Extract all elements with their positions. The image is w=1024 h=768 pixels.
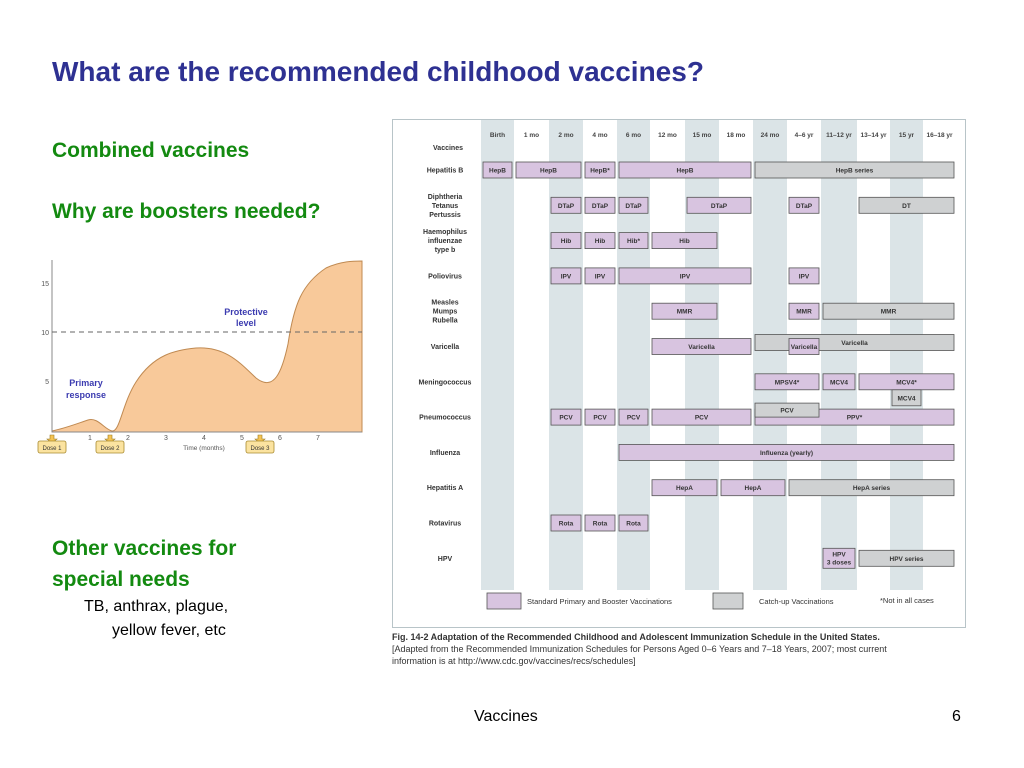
legend-primary-swatch [487,593,521,609]
x-axis-label: Time (months) [183,445,225,452]
age-header: 24 mo [760,132,780,139]
bar-label: Hib [679,238,690,246]
bar-label: HepA [744,485,762,493]
bar-label: DTaP [557,202,575,210]
x-tick: 7 [316,435,320,442]
x-tick: 2 [126,435,130,442]
age-column-shade [821,120,857,590]
bar-label: PCV [559,414,573,422]
y-tick: 15 [41,281,49,288]
bar-label: 3 doses [826,559,852,567]
age-header: 18 mo [726,132,746,139]
other-vaccines-examples-line1: TB, anthrax, plague, [84,598,229,615]
x-tick: 5 [240,435,244,442]
vaccine-name: Influenza [429,449,461,457]
boosters-heading: Why are boosters needed? [52,200,321,223]
bar-label: Rota [626,520,641,528]
age-header: 4 mo [592,132,608,139]
bar-label: MPSV4* [774,379,800,387]
vaccine-name: Tetanus [431,202,459,210]
bar-label: DT [902,202,911,210]
bar-label: Varicella [790,344,818,351]
page-number: 6 [952,708,961,725]
footer-title: Vaccines [474,708,538,725]
bar-label: Varicella [841,340,868,347]
bar-label: HepB [540,167,557,175]
y-tick: 10 [41,330,49,337]
caption-line3: information is at http://www.cdc.gov/vaccines/recs/schedules] [392,656,636,666]
bar-label: PCV [626,414,641,422]
bar-label: Rota [558,520,574,528]
age-header: Birth [489,132,506,139]
bar-label: DTaP [625,202,642,210]
age-column-shade [753,120,787,590]
bar-label: HPV [832,551,846,559]
bar-label: DTaP [710,202,728,210]
x-tick: 6 [278,435,282,442]
figure-caption [392,631,992,667]
svg-text:Dose 1: Dose 1 [42,446,62,452]
vaccine-name: HPV [437,555,453,563]
booster-response-graph [36,254,370,460]
caption-title: Fig. 14-2 Adaptation of the Recommended Childhood and Adolescent Immunization Schedule in the United States. [392,632,880,642]
age-header: 1 mo [523,132,540,139]
legend-primary-label: Standard Primary and Booster Vaccinations [527,597,672,606]
other-vaccines-heading-line1: Other vaccines for [52,537,237,560]
vaccine-name: Haemophilus [423,229,467,237]
bar-label: MMR [796,308,812,316]
immunization-schedule-frame [392,119,966,628]
bar-label: DTaP [795,202,813,210]
combined-vaccines-heading: Combined vaccines [52,139,250,162]
vaccine-name: Measles [431,299,459,307]
bar-label: MCV4 [897,395,916,403]
bar-label: Rota [592,520,608,528]
age-header: 15 yr [898,132,915,139]
age-header: 12 mo [658,132,677,139]
other-vaccines-examples-line2: yellow fever, etc [112,622,226,639]
vaccine-name: Hepatitis B [426,167,464,175]
x-tick: 1 [88,435,92,442]
vaccines-header: Vaccines [433,145,463,152]
bar-label: HepB series [835,167,874,175]
age-header: 13–14 yr [860,132,887,139]
vaccine-name: Meningococcus [418,379,472,387]
bar-label: HPV series [889,555,924,563]
legend-catchup-label: Catch-up Vaccinations [759,597,834,606]
bar-label: HepA [676,485,693,493]
bar-label: MMR [676,308,693,316]
bar-label: Varicella [688,344,715,351]
age-header: 4–6 yr [794,132,814,139]
bar-label: HepB [489,167,506,175]
bar-label: PCV [780,407,794,415]
dose-2-marker [96,435,124,453]
bar-label: Hib [594,238,606,246]
bar-label: Influenza (yearly) [759,449,814,457]
immunization-schedule [393,120,965,627]
vaccine-name: Rotavirus [428,520,462,528]
vaccine-name: Mumps [432,308,458,316]
dose-1-marker [38,435,66,453]
bar-label: Hib [560,238,572,246]
age-header: 6 mo [625,132,642,139]
bar-label: HepA series [852,485,891,493]
bar-label: HepB* [590,167,610,175]
svg-text:Dose 2: Dose 2 [100,446,120,452]
protective-label: Protective [224,307,268,317]
caption-line2: [Adapted from the Recommended Immunization Schedules for Persons Aged 0–6 Years and 7–18 Years, 2007; most current [392,644,887,654]
protective-label: level [235,318,257,328]
age-column-shade [890,120,923,590]
vaccine-name: Pertussis [429,211,461,219]
bar-label: MMR [880,308,897,316]
primary-response-label: Primary [69,378,103,388]
bar-label: HepB [676,167,694,175]
dose-3-marker [246,435,274,453]
age-header: 15 mo [692,132,712,139]
vaccine-name: type b [434,247,456,255]
bar-label: IPV [798,273,810,281]
bar-label: IPV [594,273,606,281]
bar-label: PCV [593,414,607,422]
x-tick: 3 [164,435,168,442]
svg-text:Dose 3: Dose 3 [250,446,270,452]
age-header: 11–12 yr [826,132,852,139]
bar-label: IPV [679,273,691,281]
bar-label: MCV4* [896,379,917,387]
vaccine-name: Hepatitis A [426,485,464,493]
vaccine-name: influenzae [427,238,463,246]
bar-label: PCV [694,414,709,422]
vaccine-name: Varicella [430,344,460,351]
bar-label: DTaP [591,202,609,210]
vaccine-name: Rubella [432,317,458,325]
age-column-shade [685,120,719,590]
y-tick: 5 [45,379,49,386]
x-tick: 4 [202,435,206,442]
bar-label: MCV4 [829,379,849,387]
other-vaccines-heading-line2: special needs [52,568,190,591]
legend-note: *Not in all cases [880,596,934,605]
primary-response-label: response [65,390,107,400]
slide-title: What are the recommended childhood vaccines? [52,56,704,87]
vaccine-name: Diphtheria [427,193,463,201]
age-header: 2 mo [558,132,574,139]
vaccine-name: Poliovirus [428,273,462,281]
bar-label: PPV* [846,414,863,422]
vaccine-name: Pneumococcus [419,414,471,422]
legend-catchup-swatch [713,593,743,609]
age-column-shade [481,120,514,590]
age-header: 16–18 yr [926,132,953,139]
bar-label: IPV [560,273,572,281]
bar-label: Hib* [627,238,640,246]
